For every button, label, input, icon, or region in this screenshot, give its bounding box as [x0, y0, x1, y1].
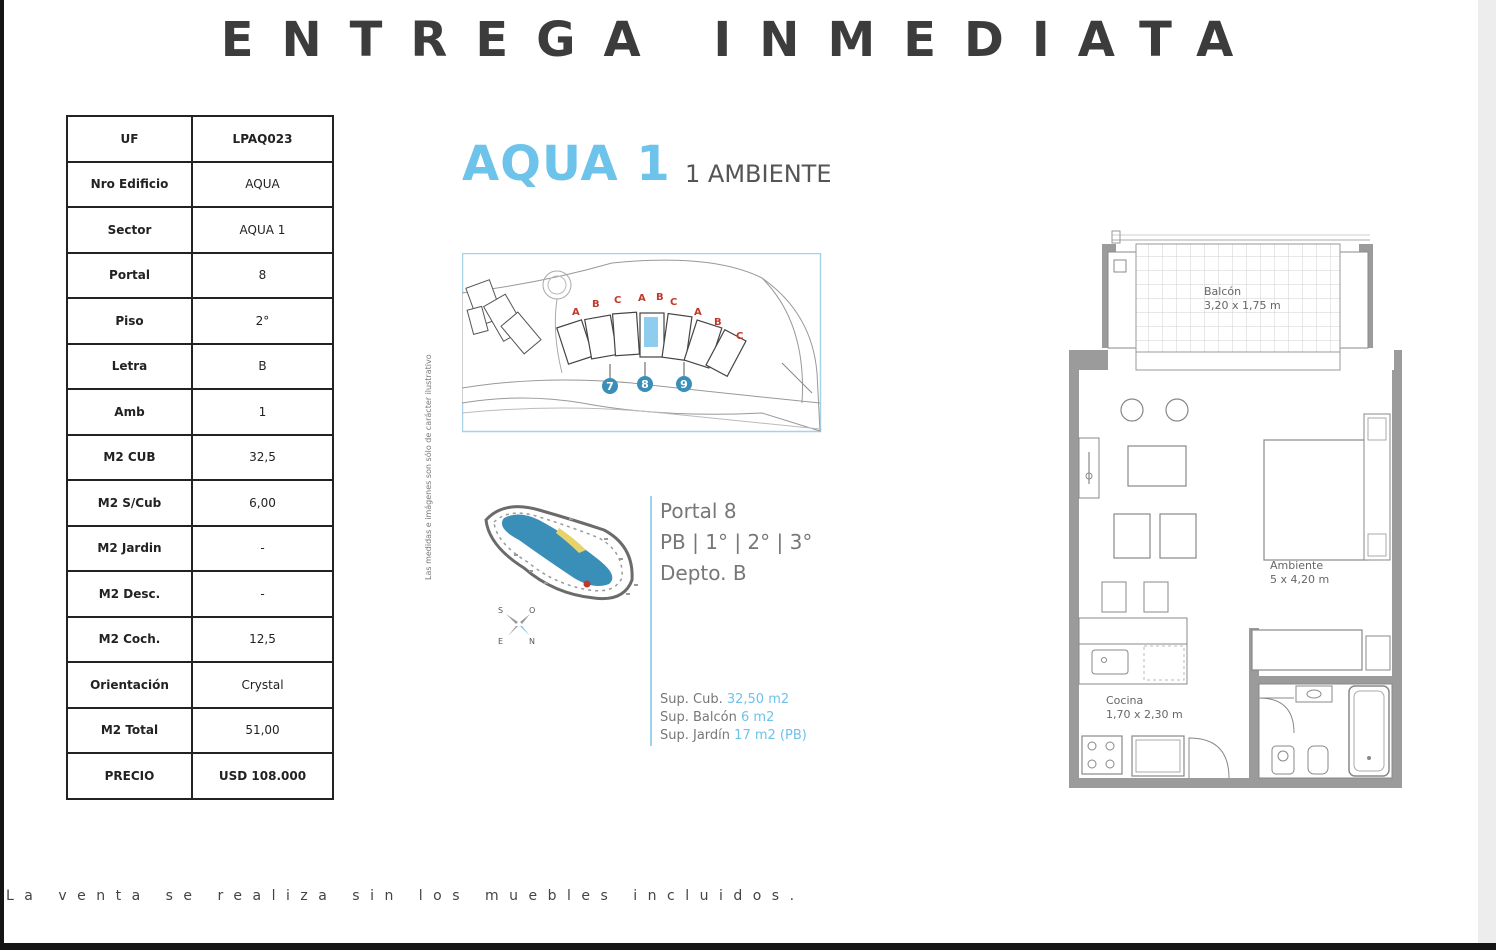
footer-note: La venta se realiza sin los muebles incluidos. — [6, 888, 805, 904]
cocina-dims: 1,70 x 2,30 m — [1106, 708, 1183, 721]
map-letter-label: B — [592, 299, 600, 310]
spec-row — [67, 298, 333, 344]
compass-e-label: E — [498, 637, 504, 646]
spec-table — [66, 115, 334, 800]
cocina-label: Cocina — [1106, 694, 1144, 707]
spec-label: M2 Desc. — [67, 571, 192, 617]
spec-value: - — [192, 526, 333, 572]
spec-row — [67, 162, 333, 208]
spec-row — [67, 389, 333, 435]
spec-label: M2 Jardin — [67, 526, 192, 572]
map-letter-label: A — [694, 307, 702, 318]
ambiente-label: Ambiente — [1270, 559, 1324, 572]
spec-row — [67, 753, 333, 799]
balcon-dims: 3,20 x 1,75 m — [1204, 299, 1281, 312]
spec-value: 6,00 — [192, 480, 333, 526]
spec-label: Amb — [67, 389, 192, 435]
spec-row — [67, 253, 333, 299]
right-border — [1478, 0, 1496, 943]
spec-label: UF — [67, 116, 192, 162]
spec-label: Orientación — [67, 662, 192, 708]
spec-label: PRECIO — [67, 753, 192, 799]
spec-value: LPAQ023 — [192, 116, 333, 162]
portal-marker-label: 8 — [641, 378, 649, 391]
portal-depto: Depto. B — [660, 561, 747, 585]
spec-value: 2° — [192, 298, 333, 344]
spec-label: Letra — [67, 344, 192, 390]
spec-value: Crystal — [192, 662, 333, 708]
spec-value: 32,5 — [192, 435, 333, 481]
spec-row — [67, 617, 333, 663]
balcon-label: Balcón — [1204, 285, 1242, 298]
headline: ENTREGA INMEDIATA — [220, 12, 1262, 68]
sup-balcon: Sup. Balcón 6 m2 — [660, 710, 775, 725]
sup-cub: Sup. Cub. 32,50 m2 — [660, 692, 790, 707]
spec-row — [67, 207, 333, 253]
portal-floors: PB | 1° | 2° | 3° — [660, 530, 813, 554]
spec-label: M2 Coch. — [67, 617, 192, 663]
portal-marker-label: 7 — [606, 380, 614, 393]
map-letter-label: C — [736, 331, 744, 342]
spec-row — [67, 116, 333, 162]
portal-marker-label: 9 — [680, 378, 688, 391]
spec-row — [67, 435, 333, 481]
spec-row — [67, 526, 333, 572]
floor-plan — [1064, 228, 1409, 793]
spec-label: M2 CUB — [67, 435, 192, 481]
spec-row — [67, 480, 333, 526]
spec-value: 1 — [192, 389, 333, 435]
spec-value: USD 108.000 — [192, 753, 333, 799]
map-letter-label: B — [714, 317, 722, 328]
compass-icon — [496, 604, 546, 646]
spec-row — [67, 344, 333, 390]
island-overview-map — [474, 498, 644, 608]
site-map — [462, 253, 822, 433]
spec-value: AQUA 1 — [192, 207, 333, 253]
spec-label: Nro Edificio — [67, 162, 192, 208]
spec-value: AQUA — [192, 162, 333, 208]
sup-jardin: Sup. Jardín 17 m2 (PB) — [660, 728, 807, 743]
spec-value: B — [192, 344, 333, 390]
ambiente-dims: 5 x 4,20 m — [1270, 573, 1330, 586]
spec-row — [67, 662, 333, 708]
map-letter-label: A — [638, 293, 646, 304]
spec-value: 51,00 — [192, 708, 333, 754]
spec-value: 8 — [192, 253, 333, 299]
spec-row — [67, 571, 333, 617]
spec-label: M2 S/Cub — [67, 480, 192, 526]
map-letter-label: B — [656, 292, 664, 303]
compass-o-label: O — [529, 606, 536, 615]
map-letter-label: C — [670, 297, 678, 308]
spec-label: Piso — [67, 298, 192, 344]
map-letter-label: A — [572, 307, 580, 318]
compass-s-label: S — [498, 606, 504, 615]
portal-number: Portal 8 — [660, 499, 737, 523]
map-letter-label: C — [614, 295, 622, 306]
brochure-sheet — [4, 0, 1478, 943]
spec-label: M2 Total — [67, 708, 192, 754]
compass-n-label: N — [529, 637, 535, 646]
illustrative-note: Las medidas e imágenes son sólo de carácter ilustrativo — [424, 354, 433, 580]
model-type: 1 AMBIENTE — [685, 160, 832, 188]
spec-label: Portal — [67, 253, 192, 299]
model-name: AQUA 1 — [462, 136, 671, 192]
spec-value: 12,5 — [192, 617, 333, 663]
spec-label: Sector — [67, 207, 192, 253]
spec-row — [67, 708, 333, 754]
portal-info — [650, 496, 812, 746]
spec-value: - — [192, 571, 333, 617]
